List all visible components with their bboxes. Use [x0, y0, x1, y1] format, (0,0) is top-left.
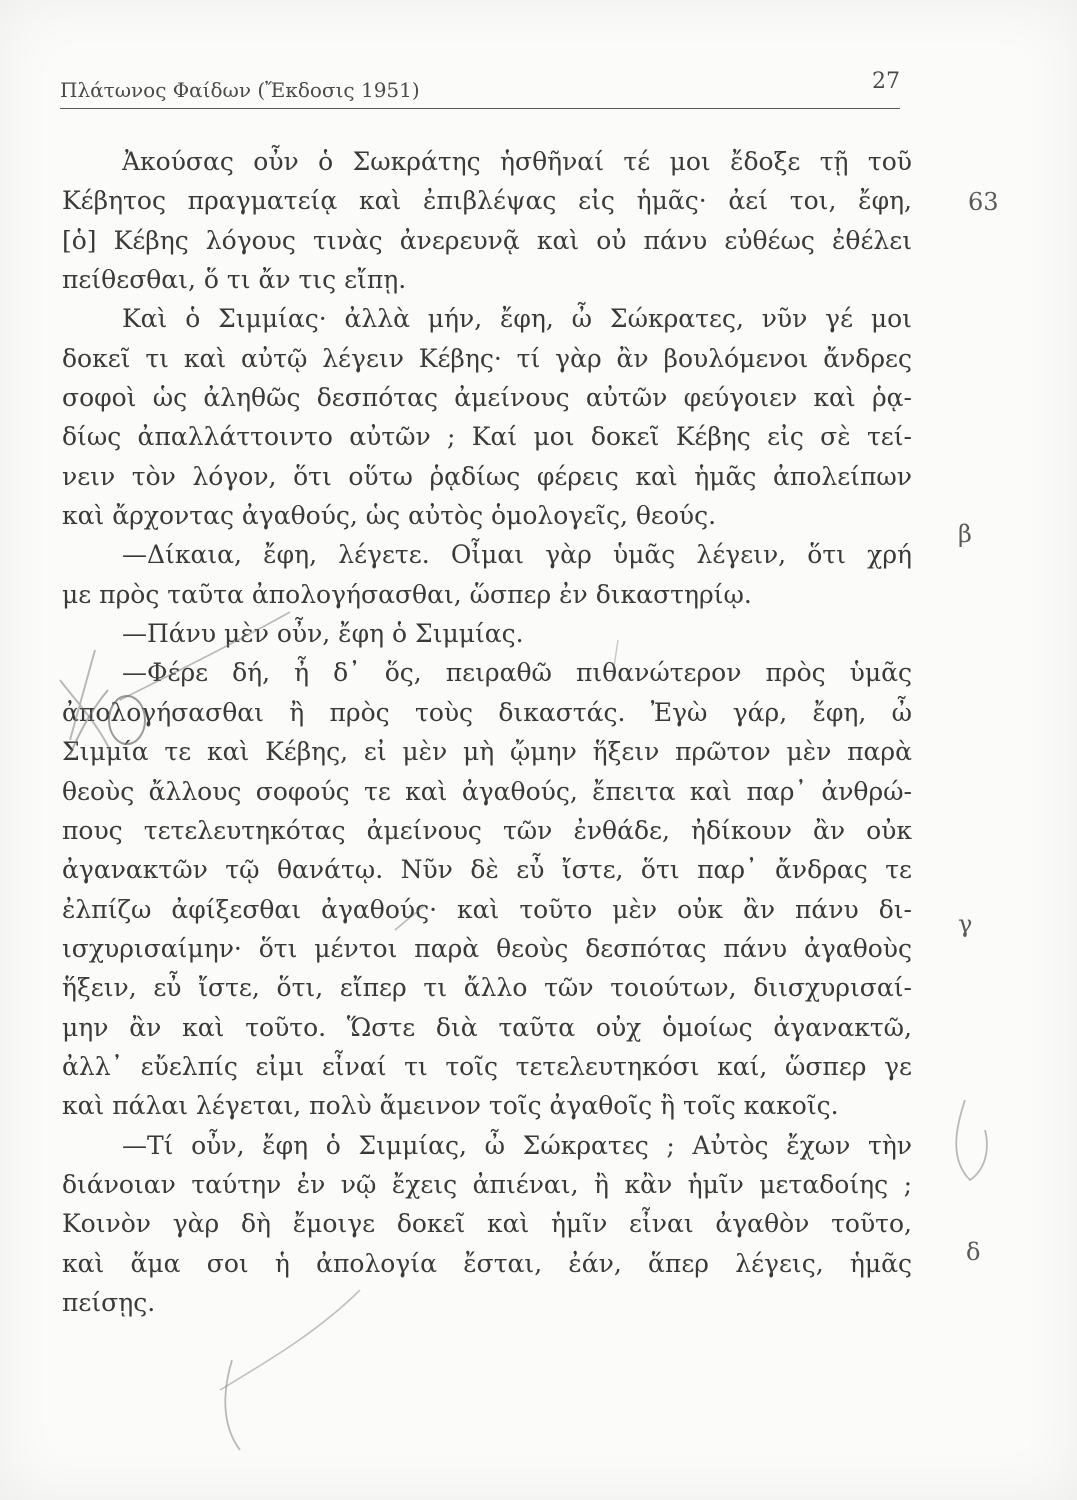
header-title: Πλάτωνος Φαίδων (Ἔκδοσις 1951) — [60, 78, 420, 102]
page-number: 27 — [872, 69, 900, 94]
text-line: νειν τὸν λόγον, ὅτι οὕτω ῥᾳδίως φέρεις καὶ ἡμᾶς ἀπολείπων — [62, 461, 912, 491]
text-line: ἀπολογήσασθαι ἢ πρὸς τοὺς δικαστάς. Ἐγὼ γάρ, ἔφη, ὦ — [62, 697, 912, 727]
text-line: καὶ πάλαι λέγεται, πολὺ ἄμεινον τοῖς ἀγαθοῖς ἢ τοῖς κακοῖς. — [62, 1091, 839, 1121]
text-line: καὶ ἅμα σοι ἡ ἀπολογία ἔσται, ἐάν, ἅπερ λέγεις, ἡμᾶς — [62, 1248, 912, 1278]
text-line: ἀγανακτῶν τῷ θανάτῳ. Νῦν δὲ εὖ ἴστε, ὅτι παρ᾽ ἄνδρας τε — [62, 855, 912, 885]
running-header — [60, 69, 900, 109]
text-line: θεοὺς ἄλλους σοφούς τε καὶ ἀγαθούς, ἔπειτα καὶ παρ᾽ ἀνθρώ- — [62, 776, 912, 806]
margin-stephanus-b: β — [958, 520, 972, 548]
text-line: πείθεσθαι, ὅ τι ἄν τις εἴπῃ. — [62, 265, 407, 295]
pencil-stroke — [225, 1360, 240, 1450]
text-line: [ὁ] Κέβης λόγους τινὰς ἀνερευνᾷ καὶ οὐ πάνυ εὐθέως ἐθέλει — [62, 225, 912, 255]
text-line: δίως ἀπαλλάττοιντο αὐτῶν ; Καί μοι δοκεῖ Κέβης εἰς σὲ τεί- — [62, 422, 912, 452]
text-line: διάνοιαν ταύτην ἐν νῷ ἔχεις ἀπιέναι, ἢ κἂν ἡμῖν μεταδοίης ; — [62, 1169, 912, 1199]
text-line: Κοινὸν γὰρ δὴ ἔμοιγε δοκεῖ καὶ ἡμῖν εἶναι ἀγαθὸν τοῦτο, — [62, 1209, 912, 1239]
text-line: Ἀκούσας οὖν ὁ Σωκράτης ἡσθῆναί τέ μοι ἔδοξε τῇ τοῦ — [122, 147, 912, 176]
text-line: ἐλπίζω ἀφίξεσθαι ἀγαθούς· καὶ τοῦτο μὲν οὐκ ἂν πάνυ δι- — [62, 894, 912, 924]
text-line: Καὶ ὁ Σιμμίας· ἀλλὰ μήν, ἔφη, ὦ Σώκρατες, νῦν γέ μοι — [122, 304, 912, 334]
text-line: σοφοὶ ὡς ἀληθῶς δεσπότας ἀμείνους αὐτῶν φεύγοιεν καὶ ῥᾳ- — [62, 383, 912, 413]
text-line: δοκεῖ τι καὶ αὐτῷ λέγειν Κέβης· τί γὰρ ἂν βουλόμενοι ἄνδρες — [62, 343, 912, 373]
greek-text-body — [62, 142, 912, 1322]
margin-stephanus-63: 63 — [968, 188, 999, 216]
text-line: ἥξειν, εὖ ἴστε, ὅτι, εἴπερ τι ἄλλο τῶν τοιούτων, διισχυρισαί- — [62, 973, 912, 1003]
pencil-stroke — [956, 1100, 987, 1180]
margin-stephanus-c: γ — [958, 910, 973, 938]
text-line: —Δίκαια, ἔφη, λέγετε. Οἶμαι γὰρ ὑμᾶς λέγειν, ὅτι χρή — [122, 540, 912, 570]
text-line: Κέβητος πραγματείᾳ καὶ ἐπιβλέψας εἰς ἡμᾶς· ἀεί τοι, ἔφη, — [62, 186, 912, 216]
text-line: —Τί οὖν, ἔφη ὁ Σιμμίας, ὦ Σώκρατες ; Αὐτὸς ἔχων τὴν — [122, 1130, 912, 1160]
text-line: μην ἂν καὶ τοῦτο. Ὥστε διὰ ταῦτα οὐχ ὁμοίως ἀγανακτῶ, — [62, 1012, 912, 1042]
text-line: με πρὸς ταῦτα ἀπολογήσασθαι, ὥσπερ ἐν δικαστηρίῳ. — [62, 579, 752, 609]
text-line: Σιμμία τε καὶ Κέβης, εἰ μὲν μὴ ᾤμην ἥξειν πρῶτον μὲν παρὰ — [62, 737, 912, 767]
text-line: —Φέρε δή, ἦ δ᾽ ὅς, πειραθῶ πιθανώτερον πρὸς ὑμᾶς — [122, 658, 912, 688]
text-line: καὶ ἄρχοντας ἀγαθούς, ὡς αὐτὸς ὁμολογεῖς, θεούς. — [62, 501, 717, 531]
text-line: —Πάνυ μὲν οὖν, ἔφη ὁ Σιμμίας. — [122, 619, 524, 649]
margin-stephanus-d: δ — [966, 1238, 981, 1266]
text-line: πους τετελευτηκότας ἀμείνους τῶν ἐνθάδε, ἠδίκουν ἂν οὐκ — [62, 815, 912, 845]
text-line: ισχυρισαίμην· ὅτι μέντοι παρὰ θεοὺς δεσπότας πάνυ ἀγαθοὺς — [62, 933, 912, 963]
text-line: πείσῃς. — [62, 1287, 156, 1317]
text-line: ἀλλ᾽ εὔελπίς εἰμι εἶναί τι τοῖς τετελευτηκόσι καί, ὥσπερ γε — [62, 1051, 912, 1081]
